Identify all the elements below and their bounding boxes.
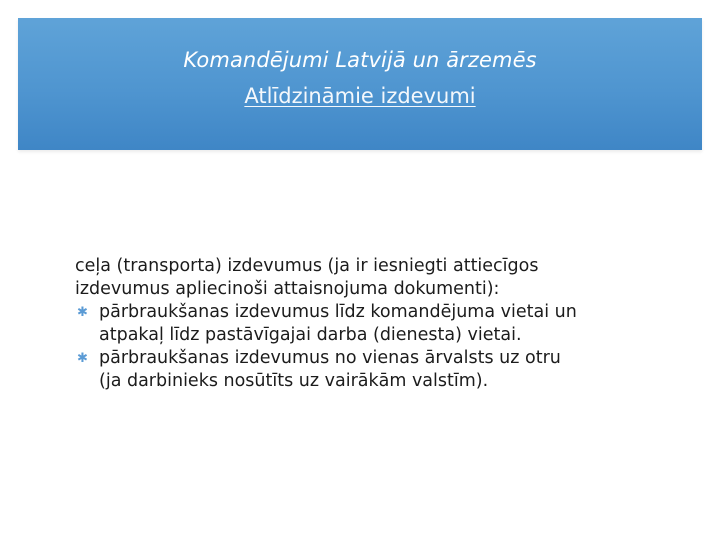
bullet-1-line-2: atpakaļ līdz pastāvīgajai darba (dienesta) vietai. [99,325,522,345]
bullet-1-line-1: pārbraukšanas izdevumus līdz komandējuma vietai un [99,302,577,322]
intro-line-1: ceļa (transporta) izdevumus (ja ir iesniegti attiecīgos [75,256,539,276]
intro-paragraph [75,255,675,301]
asterisk-bullet-icon: ✱ [77,305,88,320]
bullet-2-line-1: pārbraukšanas izdevumus no vienas ārvalsts uz otru [99,348,561,368]
bullet-item-2 [75,347,675,393]
title-banner [18,18,702,150]
intro-line-2: izdevumus apliecinoši attaisnojuma dokumenti): [75,279,500,299]
bullet-item-1 [75,301,675,347]
slide-body [75,255,675,393]
asterisk-bullet-icon: ✱ [77,351,88,366]
bullet-list [75,301,675,393]
slide-subtitle: Atlīdzināmie izdevumi [244,84,476,108]
slide-title: Komandējumi Latvijā un ārzemēs [183,48,537,72]
bullet-2-line-2: (ja darbinieks nosūtīts uz vairākām valstīm). [99,371,489,391]
